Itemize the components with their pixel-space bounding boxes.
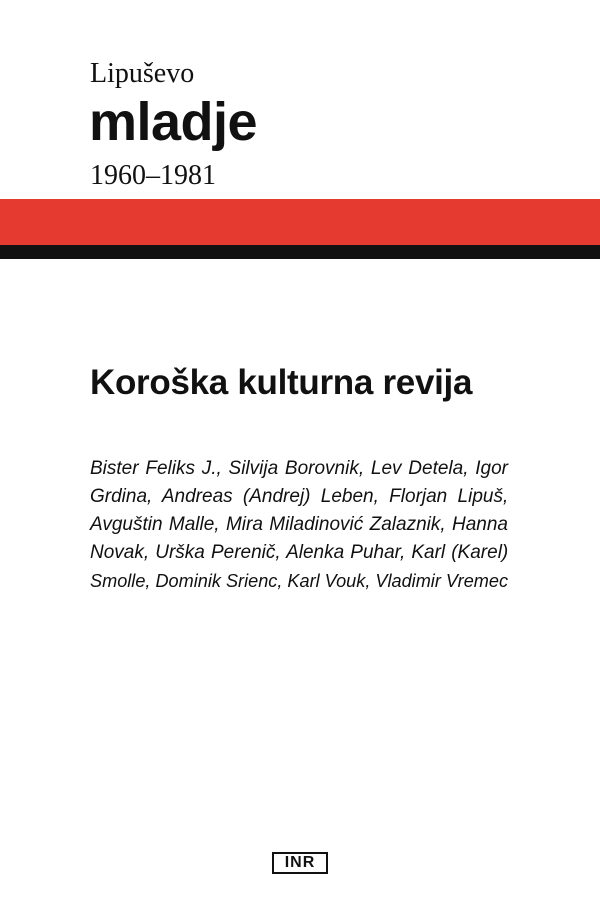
author-line: Grdina, Andreas (Andrej) Leben, Florjan Lipuš, xyxy=(90,486,509,507)
title-prefix: Lipuševo xyxy=(90,58,195,89)
subtitle: Koroška kulturna revija xyxy=(90,363,473,402)
author-list xyxy=(90,455,508,595)
publisher-logo: INR xyxy=(272,852,328,874)
main-title: mladje xyxy=(89,92,258,152)
author-line: Novak, Urška Perenič, Alenka Puhar, Karl (Karel) xyxy=(90,542,509,563)
black-band xyxy=(0,245,600,259)
author-line: Avguštin Malle, Mira Miladinović Zalaznik, Hanna xyxy=(90,514,508,535)
red-band xyxy=(0,199,600,245)
author-line: Bister Feliks J., Silvija Borovnik, Lev Detela, Igor xyxy=(90,458,508,479)
author-line: Smolle, Dominik Srienc, Karl Vouk, Vladimir Vremec xyxy=(90,571,509,591)
year-range: 1960–1981 xyxy=(90,160,216,191)
